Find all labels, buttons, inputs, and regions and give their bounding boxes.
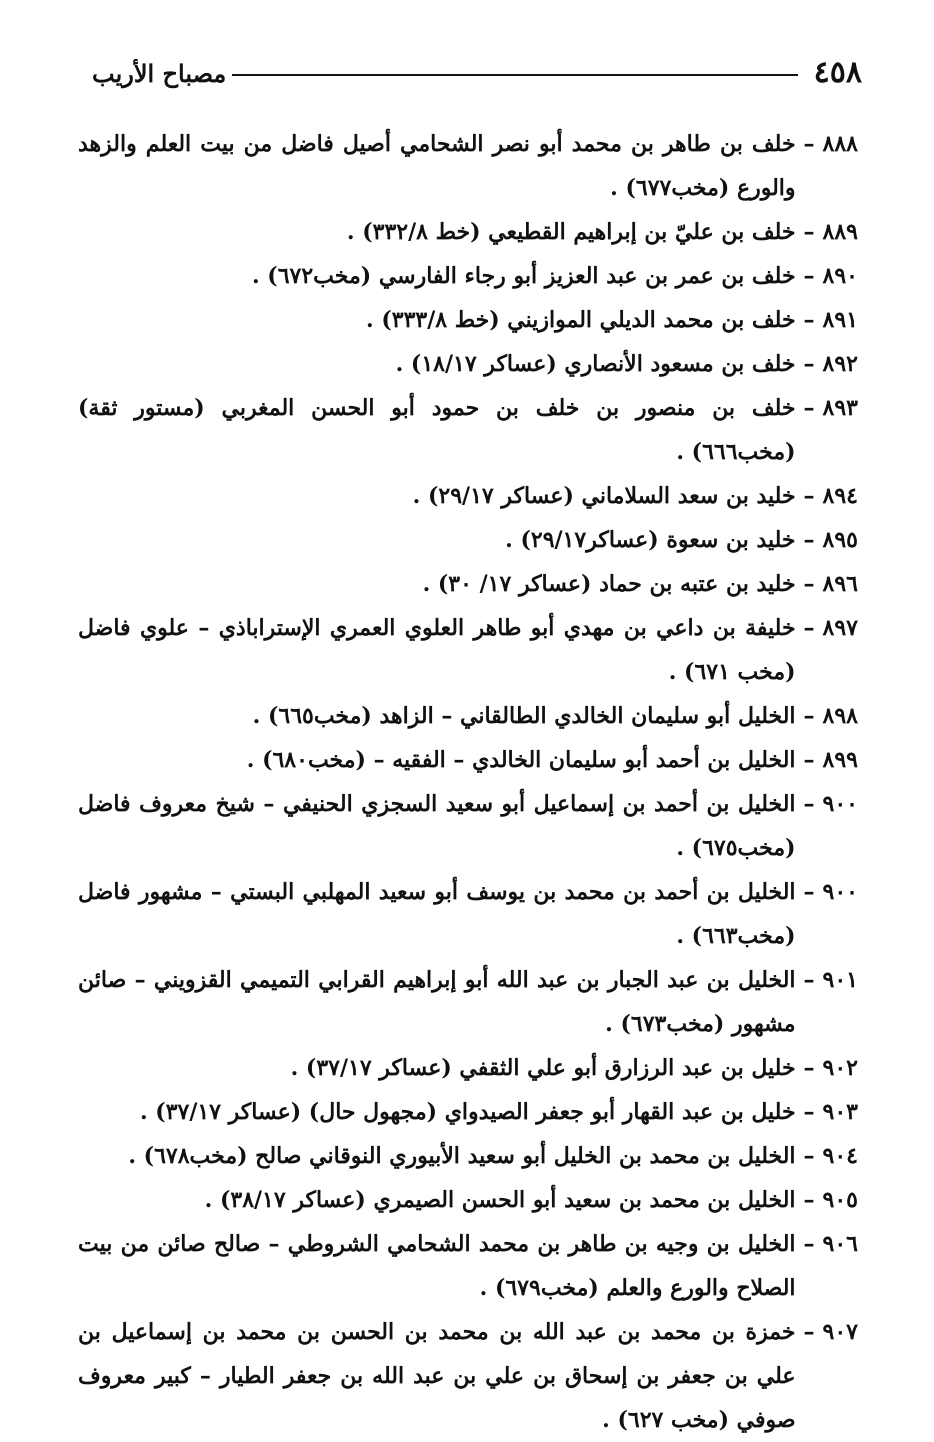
entry-text: خلف بن منصور بن خلف بن حمود أبو الحسن المغربي (مستور ثقة) (مخب٦٦٦) . <box>78 395 796 465</box>
entry <box>78 254 858 298</box>
entry <box>78 474 858 518</box>
entry-number: ٨٩٦ <box>822 571 858 597</box>
entry <box>78 1222 858 1310</box>
entry-number: ٨٩٥ <box>822 527 858 553</box>
entry-text: الخليل بن محمد بن الخليل أبو سعيد الأبيوري النوقاني صالح (مخب٦٧٨) . <box>128 1143 796 1169</box>
entry-text: خلف بن محمد الديلي الموازيني (خط ٣٣٣/٨) . <box>366 307 796 333</box>
entry-text: الخليل أبو سليمان الخالدي الطالقاني – الزاهد (مخب٦٦٥) . <box>252 703 796 729</box>
entry-text: خلف بن عمر بن عبد العزيز أبو رجاء الفارسي (مخب٦٧٢) . <box>251 263 796 289</box>
entry <box>78 958 858 1046</box>
page-number: ٤٥٨ <box>813 55 862 90</box>
entry-number: ٩٠٥ <box>822 1187 858 1213</box>
entry-number: ٨٩٩ <box>822 747 858 773</box>
entry <box>78 298 858 342</box>
entry <box>78 782 858 870</box>
entry-number: ٨٩٠ <box>822 263 858 289</box>
entry-text: خليل بن عبد الرزارق أبو علي الثقفي (عساكر ٣٧/١٧) . <box>290 1055 796 1081</box>
entry-text: خلف بن مسعود الأنصاري (عساكر ١٨/١٧) . <box>395 351 796 377</box>
entry-number: ٩٠٢ <box>822 1055 858 1081</box>
entry-text: الخليل بن عبد الجبار بن عبد الله أبو إبراهيم القرابي التميمي القزويني – صائن مشهور (مخب٦٧٣) . <box>78 967 796 1037</box>
entry-dash: – <box>803 219 815 245</box>
entry-dash: – <box>803 395 815 421</box>
entry-number: ٨٨٩ <box>822 219 858 245</box>
entry-number: ٩٠٠ <box>822 791 858 817</box>
entry-number: ٨٩٨ <box>822 703 858 729</box>
entry-dash: – <box>803 1187 815 1213</box>
entry-text: خليفة بن داعي بن مهدي أبو طاهر العلوي العمري الإستراباذي – علوي فاضل (مخب ٦٧١) . <box>78 615 796 685</box>
entry-dash: – <box>803 263 815 289</box>
entry-text: الخليل بن محمد بن سعيد أبو الحسن الصيمري (عساكر ٣٨/١٧) . <box>204 1187 796 1213</box>
entry-dash: – <box>803 1099 815 1125</box>
entry-number: ٩٠١ <box>822 967 858 993</box>
entry <box>78 738 858 782</box>
entry <box>78 562 858 606</box>
entry <box>78 518 858 562</box>
entry-dash: – <box>803 967 815 993</box>
entry <box>78 210 858 254</box>
entry-text: الخليل بن أحمد بن محمد بن يوسف أبو سعيد المهلبي البستي – مشهور فاضل (مخب٦٦٣) . <box>78 879 796 949</box>
entry-dash: – <box>803 131 815 157</box>
entry-text: خمزة بن محمد بن عبد الله بن محمد بن الحسن بن محمد بن إسماعيل بن علي بن جعفر بن إسحاق بن علي بن عبد الله بن جعفر الطيار – كبير معروف صوفي (مخب ٦٢٧) . <box>78 1319 796 1433</box>
entry-dash: – <box>803 307 815 333</box>
entry-number: ٨٨٨ <box>822 131 858 157</box>
entry <box>78 1134 858 1178</box>
entry-dash: – <box>803 615 815 641</box>
entry <box>78 386 858 474</box>
page-header <box>92 52 862 92</box>
entry-text: خليد بن سعد السلاماني (عساكر ٢٩/١٧) . <box>412 483 796 509</box>
entry <box>78 1178 858 1222</box>
entry-text: الخليل بن أحمد أبو سليمان الخالدي – الفقيه – (مخب٦٨٠) . <box>246 747 796 773</box>
entry <box>78 342 858 386</box>
entry-text: خليد بن سعوة (عساكر٢٩/١٧) . <box>505 527 796 553</box>
entry-text: خليل بن عبد القهار أبو جعفر الصيدواي (مجهول حال) (عساكر ٣٧/١٧) . <box>139 1099 796 1125</box>
entry-dash: – <box>803 747 815 773</box>
entry <box>78 1046 858 1090</box>
entry-dash: – <box>803 351 815 377</box>
entry <box>78 870 858 958</box>
entry-number: ٩٠٤ <box>822 1143 858 1169</box>
entry <box>78 606 858 694</box>
entry-dash: – <box>803 483 815 509</box>
entry-text: الخليل بن أحمد بن إسماعيل أبو سعيد السجزي الحنيفي – شيخ معروف فاضل (مخب٦٧٥) . <box>78 791 796 861</box>
entry <box>78 1090 858 1134</box>
entry-number: ٩٠٠ <box>822 879 858 905</box>
entry-number: ٨٩٣ <box>822 395 858 421</box>
header-rule <box>232 74 798 76</box>
entry <box>78 122 858 210</box>
book-title: مصباح الأريب <box>92 59 227 88</box>
entry-dash: – <box>803 879 815 905</box>
entry-dash: – <box>803 1319 815 1345</box>
entry-dash: – <box>803 1143 815 1169</box>
entries-list <box>78 122 858 1442</box>
entry-number: ٩٠٧ <box>822 1319 858 1345</box>
entry-dash: – <box>803 791 815 817</box>
entry-dash: – <box>803 703 815 729</box>
entry-dash: – <box>803 1231 815 1257</box>
entry-dash: – <box>803 571 815 597</box>
entry-number: ٨٩١ <box>822 307 858 333</box>
entry-text: خلف بن عليّ بن إبراهيم القطيعي (خط ٣٣٢/٨) . <box>346 219 796 245</box>
entry-text: خلف بن طاهر بن محمد أبو نصر الشحامي أصيل فاضل من بيت العلم والزهد والورع (مخب٦٧٧) . <box>78 131 796 201</box>
entry-number: ٨٩٤ <box>822 483 858 509</box>
entry-text: الخليل بن وجيه بن طاهر بن محمد الشحامي الشروطي – صالح صائن من بيت الصلاح والورع والعلم (مخب٦٧٩) . <box>78 1231 796 1301</box>
entry-dash: – <box>803 527 815 553</box>
entry <box>78 694 858 738</box>
entry-number: ٨٩٢ <box>822 351 858 377</box>
entry <box>78 1310 858 1442</box>
entry-dash: – <box>803 1055 815 1081</box>
entry-number: ٩٠٣ <box>822 1099 858 1125</box>
entry-number: ٩٠٦ <box>822 1231 858 1257</box>
entry-text: خليد بن عتبه بن حماد (عساكر ١٧/ ٣٠) . <box>422 571 796 597</box>
entry-number: ٨٩٧ <box>822 615 858 641</box>
